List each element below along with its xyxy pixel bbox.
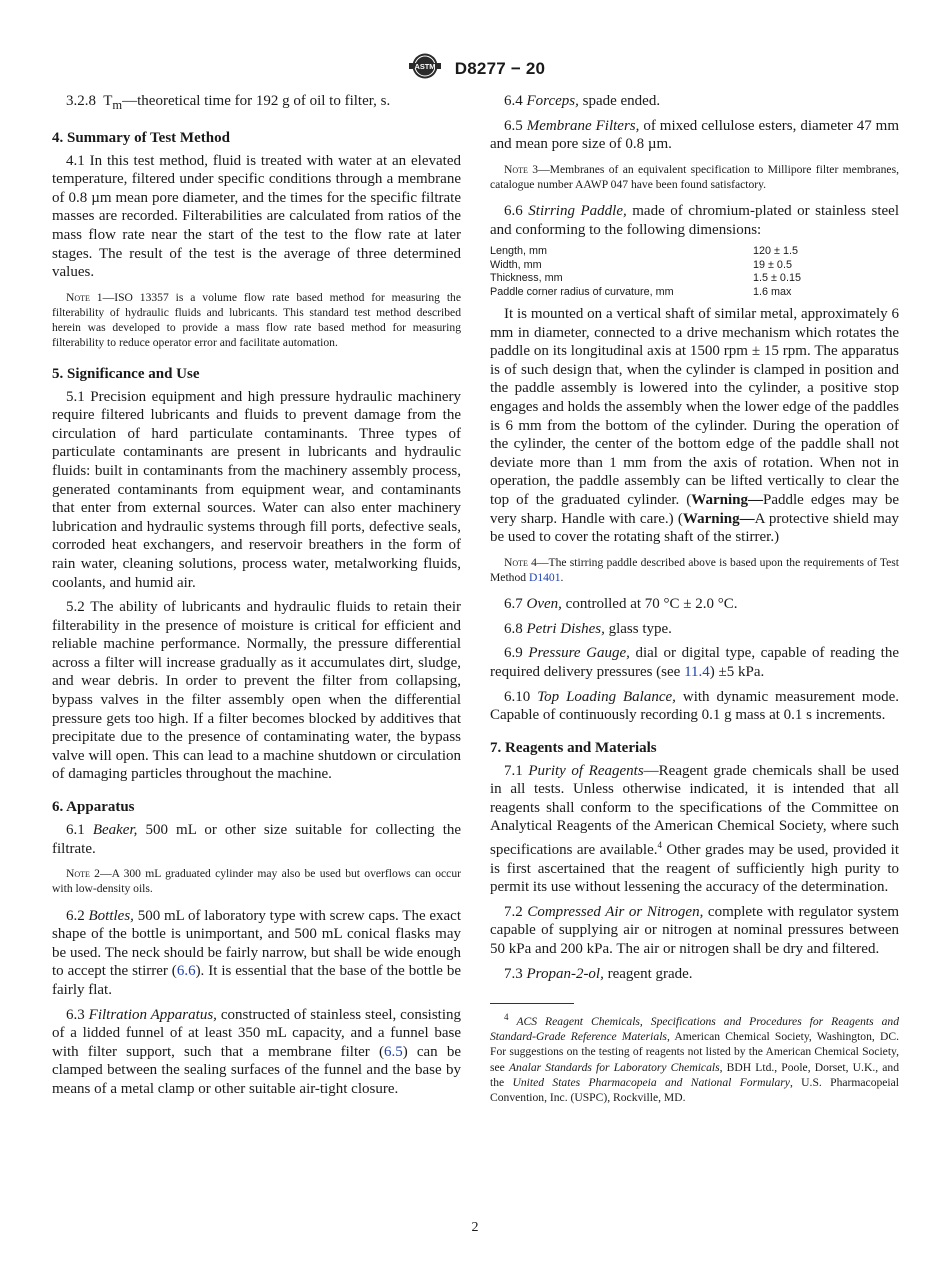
paragraph-6-4: 6.4 Forceps, spade ended. [504,93,661,109]
page-number: 2 [471,1220,479,1235]
table-row: Paddle corner radius of curvature, mm 1.6 max [490,285,792,298]
link-11-4[interactable]: 11.4 [684,663,710,680]
paddle-dimensions-table [490,245,899,299]
footnote-4: $^4$ ACS Reagent Chemicals, Specifications and Procedures for Reagents and Standard-Grade Reference Materials, American Chemical Society, Washington, DC. For suggestions on the testing of reagents not listed by the American Chemical Society, see Analar Standards for Laboratory Chemicals, BDH Ltd., Poole, Dorset, U.K., and the United States Pharmacopeia and National Formulary, U.S. Pharmacopeial Convention, Inc. (USPC), Rockville, MD. [490,1012,900,1105]
note-2: Note 2—A 300 mL graduated cylinder may also be used but overflows can occur with low-density oils. [52,867,461,896]
note-3: Note 3—Membranes of an equivalent specification to Millipore filter membranes, catalogue number AAWP 047 have been found satisfactory. [490,162,899,191]
section-6-title: 6. Apparatus [52,799,135,816]
paragraph-6-2: 6.2 Bottles, 500 mL of laboratory type with screw caps. The exact shape of the bottle is unimportant, and 500 mL conical flasks may be used. The neck should be fairly narrow, but shall be wide enough to accept the stirrer (6.6). It is essential that the base of the bottle be fairly flat. [52,907,462,998]
paragraph-6-5: 6.5 Membrane Filters, of mixed cellulose esters, diameter 47 mm and mean pore size of 0.8 µm. [490,117,900,153]
paragraph-7-2: 7.2 Compressed Air or Nitrogen, complete with regulator system capable of supplying air or nitrogen at nominal pressures between 50 kPa and 200 kPa. The air or nitrogen shall be dry and filtered. [490,903,900,958]
section-7-title: 7. Reagents and Materials [490,739,657,756]
link-6-6[interactable]: 6.6 [176,963,196,980]
table-row: Width, mm 19 ± 0.5 [490,258,792,271]
link-6-5[interactable]: 6.5 [383,1043,403,1060]
table-row: Thickness, mm 1.5 ± 0.15 [490,272,801,285]
paragraph-6-1: 6.1 Beaker, 500 mL or other size suitable for collecting the filtrate. [52,822,462,857]
paragraph-6-8: 6.8 Petri Dishes, glass type. [504,620,672,637]
section-4-title: 4. Summary of Test Method [52,129,230,146]
paragraph-6-7: 6.7 Oven, controlled at 70 °C ± 2.0 °C. [504,596,738,613]
note-1: Note 1—ISO 13357 is a volume flow rate based method for measuring the filterability of hydraulic fluids and lubricants. This standard test method described herein was developed to provide a mass flow rate based method for measuring filterability to reduce operator error and facilitate automation. [52,290,461,350]
page-header [0,52,950,82]
definition-3-2-8: 3.2.8 $T_m—theoretical$ time for 192 g of oil to filter, s. [66,93,391,112]
table-row: Length, mm 120 ± 1.5 [490,245,798,258]
paragraph-7-3: 7.3 Propan-2-ol, reagent grade. [504,965,693,982]
paragraph-5-2: 5.2 The ability of lubricants and hydraulic fluids to retain their filterability in the presence of moisture is critical for efficient and reliable machine performance. Normally, the pressure differential across a filter will increase gradually as it accumulates dirt, sludge, and wear debris. In order to prevent the filter from collapsing, bypass valves in the filter assembly open when the differential pressure gets too high. If a filter becomes blocked by additives that precipitate due to the presence of contaminating water, the bypass valve will open. This can lead to a machine shutdown or circulation of damaging particles throughout the machine. [52,599,461,783]
right-column [490,92,899,1105]
paragraph-6-10: 6.10 Top Loading Balance, with dynamic measurement mode. Capable of continuously recording 0.1 g mass at 0.1 s increments. [490,688,900,724]
section-5-title: 5. Significance and Use [52,365,200,382]
paragraph-4-1: 4.1 In this test method, fluid is treated with water at an elevated temperature, filtered under specific conditions through a membrane of 0.8 µm mean pore diameter, and the times for the specific filtrate masses are recorded. Filterabilities are calculated from ratios of the mass flow rate near the start of the test to the flow rate at later stages. The result of the test is the average of three determined values. [52,152,461,281]
paragraph-6-6-continued: It is mounted on a vertical shaft of similar metal, approximately 6 mm in diameter, connected to a drive mechanism which rotates the paddle on its longitudinal axis at 1500 rpm ± 15 rpm. The apparatus is of such design that, when the cylinder is clamped in position and the paddle assembly is lowered into the cylinder, a positive stop engages and holds the assembly when the lower edge of the paddles is 6 mm from the bottom of the cylinder. During the operation of the cylinder, the center of the bottom edge of the paddle shall not deviate more than 1 mm from the axis of rotation. When not in operation, the paddle assembly can be lifted vertically to clear the top of the graduated cylinder. (Warning—Paddle edges may be very sharp. Handle with care.) (Warning—A protective shield may be used to cover the rotating shaft of the stirrer.) [490,306,900,546]
paragraph-5-1: 5.1 Precision equipment and high pressure hydraulic machinery require filtered lubricants and fluids to prevent damage from the circulation of hard particulate contaminants. Three types of particulate contaminants are present in lubricants and hydraulic fluids: built in contaminants from the machinery assembly process, generated contaminants from equipment wear, and contaminants that enter from external sources. Water can also enter machinery lubrication and hydraulic systems through fill ports, defective seals, corroded heat exchangers, and reservoir breathers in the form of rain water, cleaning solutions, process water, metalworking fluids, coolants, and humid air. [52,388,461,591]
svg-text:ASTM: ASTM [414,61,436,71]
astm-logo-icon [405,52,445,85]
footnote-divider [490,1003,574,1004]
designation: D8277 − 20 [454,58,546,78]
paragraph-7-1: 7.1 Purity of Reagents—Reagent grade chemicals shall be used in all tests. Unless otherwise indicated, it is intended that all reagents shall conform to the specifications of the Committee on Analytical Reagents of the American Chemical Society, where such specifications are available.$^4$ Other grades may be used, provided it is first ascertained that the reagent of sufficiently high purity to permit its use without lessening the accuracy of the determination. [490,762,900,896]
paragraph-6-9: 6.9 Pressure Gauge, dial or digital type, capable of reading the required delivery pressures (see 11.4) ±5 kPa. [490,645,899,680]
paragraph-6-3: 6.3 Filtration Apparatus, constructed of stainless steel, consisting of a lidded funnel of at least 350 mL capacity, and a funnel base with filter support, such that a membrane filter (6.5) can be clamped between the sealing surfaces of the funnel and the base by means of a metal clamp or other suitable air-tight closure. [52,1006,462,1097]
note-4: Note 4—The stirring paddle described above is based upon the requirements of Test Method D1401. [490,555,899,584]
link-d1401[interactable]: D1401 [528,570,561,584]
left-column [52,92,461,1105]
paragraph-6-6: 6.6 Stirring Paddle, made of chromium-plated or stainless steel and conforming to the following dimensions: [490,203,900,238]
